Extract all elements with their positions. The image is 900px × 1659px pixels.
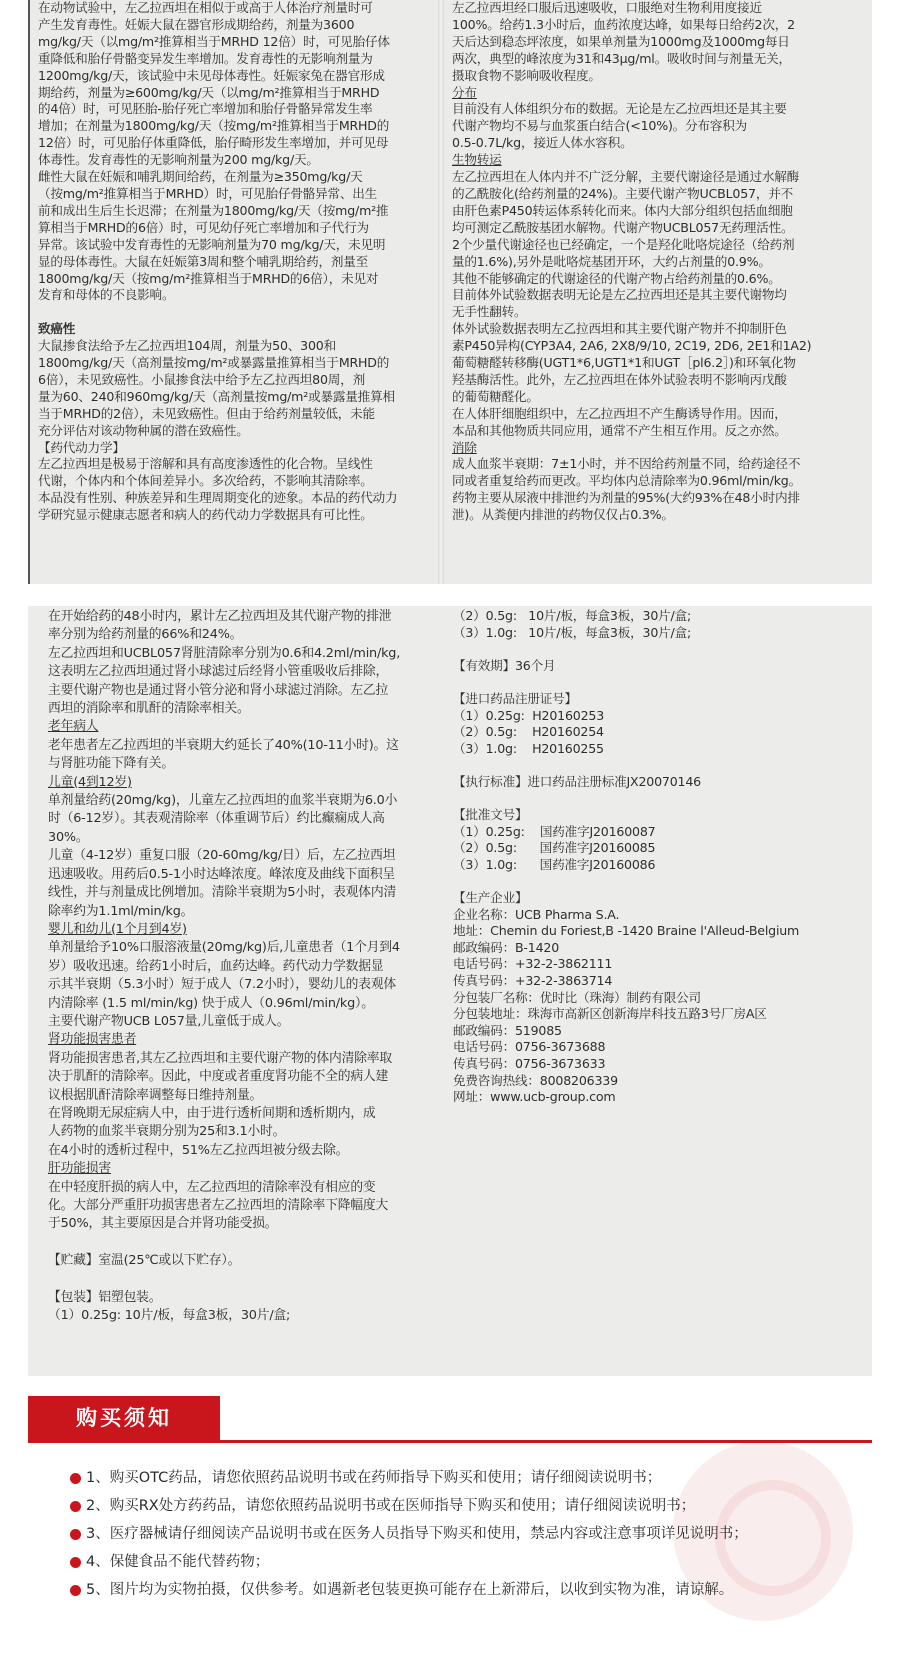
text-line: 除率约为1.1ml/min/kg。 bbox=[48, 903, 194, 919]
text-line: 企业名称：UCB Pharma S.A. bbox=[453, 906, 620, 922]
text-line bbox=[38, 304, 397, 321]
text-line: 葡萄糖醛转移酶(UGT1*6,UGT1*1和UGT［pl6.2］)和环氧化物 bbox=[452, 355, 796, 371]
section-heading: 肝功能损害 bbox=[48, 1161, 111, 1177]
text-line: 儿童（4-12岁）重复口服（20-60mg/kg/日）后，左乙拉西坦 bbox=[48, 848, 396, 864]
text-line: 老年患者左乙拉西坦的半衰期大约延长了40%(10-11小时)。这 bbox=[48, 737, 399, 753]
text-line: （3）1.0g: H20160255 bbox=[453, 740, 604, 756]
text-line: 主要代谢产物也是通过肾小管分泌和肾小球滤过消除。左乙拉 bbox=[48, 682, 389, 698]
text-line bbox=[453, 674, 799, 691]
notice-item bbox=[28, 1492, 872, 1520]
text-line: 在中轻度肝损的病人中，左乙拉西坦的清除率没有相应的变 bbox=[48, 1179, 376, 1195]
text-line: 免费咨询热线：8008206339 bbox=[453, 1072, 618, 1088]
text-line bbox=[453, 641, 799, 658]
notice-item bbox=[28, 1520, 872, 1548]
text-line: 示其半衰期（5.3小时）短于成人（7.2小时），婴幼儿的表观体 bbox=[48, 977, 397, 993]
text-line: 与肾脏功能下降有关。 bbox=[48, 756, 174, 772]
text-line: 天后达到稳态坪浓度，如果单剂量为1000mg及1000mg每日 bbox=[452, 33, 790, 49]
text-line: 显的母体毒性。大鼠在妊娠第3周和整个哺乳期给药，剂量至 bbox=[38, 253, 369, 269]
text-line: （2）0.5g: 国药准字J20160085 bbox=[453, 840, 656, 856]
text-line: 当于MRHD的2倍），未见致癌性。但由于给药剂量较低，未能 bbox=[38, 405, 375, 421]
page-fold bbox=[438, 0, 444, 584]
text-line: （1）0.25g: H20160253 bbox=[453, 707, 605, 723]
leaflet-photo-bottom bbox=[28, 606, 872, 1376]
notice-item-text: 5、图片均为实物拍摄，仅供参考。如遇新老包装更换可能存在上新滞后，以收到实物为准，请谅解。 bbox=[86, 1582, 734, 1598]
text-line: （3）1.0g: 10片/板，每盒3板，30片/盒; bbox=[453, 624, 692, 640]
section-heading: 生物转运 bbox=[452, 152, 502, 168]
text-line bbox=[453, 874, 799, 891]
text-line: （按mg/m²推算相当于MRHD）时，可见胎仔骨骼异常、出生 bbox=[38, 185, 378, 201]
text-line: 药物主要从尿液中排泄约为剂量的95%(大约93%在48小时内排 bbox=[452, 490, 800, 506]
text-line: 学研究显示健康志愿者和病人的药代动力学数据具有可比性。 bbox=[38, 507, 373, 523]
notice-item-text: 4、保健食品不能代替药物； bbox=[86, 1554, 270, 1570]
section-heading: 儿童(4到12岁) bbox=[48, 774, 132, 790]
notice-header-band bbox=[28, 1396, 872, 1443]
text-line: 摄取食物不影响吸收程度。 bbox=[452, 67, 601, 83]
text-line: 电话号码：+32-2-3862111 bbox=[453, 956, 613, 972]
text-line: 重降低和胎仔骨骼变异发生率增加。发育毒性的无影响剂量为 bbox=[38, 50, 373, 66]
section-heading: 消除 bbox=[452, 439, 477, 455]
section-heading: 致癌性 bbox=[38, 321, 76, 337]
section-heading: 分布 bbox=[452, 84, 477, 100]
text-line: （3）1.0g: 国药准字J20160086 bbox=[453, 856, 656, 872]
text-line: 在肾晚期无尿症病人中，由于进行透析间期和透析期内，成 bbox=[48, 1105, 376, 1121]
text-line: 在人体肝细胞组织中，左乙拉西坦不产生酶诱导作用。因而， bbox=[452, 405, 787, 421]
text-line: 在4小时的透析过程中，51%左乙拉西坦被分级去除。 bbox=[48, 1142, 349, 1158]
text-line: 素P450异构(CYP3A4, 2A6, 2X8/9/10, 2C19, 2D6, 2E1和1A2) bbox=[452, 338, 812, 354]
text-line: （2）0.5g: 10片/板，每盒3板，30片/盒; bbox=[453, 608, 692, 623]
text-line: 网址：www.ucb-group.com bbox=[453, 1089, 616, 1105]
text-line: 体外试验数据表明左乙拉西坦和其主要代谢产物并不抑制肝色 bbox=[452, 321, 787, 337]
bullet-icon bbox=[70, 1557, 81, 1568]
notice-item bbox=[28, 1576, 872, 1604]
bullet-icon bbox=[70, 1501, 81, 1512]
text-line: 线性，并与剂量成比例增加。清除半衰期为5小时，表观体内清 bbox=[48, 885, 397, 901]
text-line: 化。大部分严重肝功损害患者左乙拉西坦的清除率下降幅度大 bbox=[48, 1198, 389, 1213]
text-line: 1800mg/kg/天（按mg/m²推算相当于MRHD的6倍），未见对 bbox=[38, 270, 379, 286]
text-line: 6倍），未见致癌性。小鼠掺食法中给予左乙拉西坦80周，剂 bbox=[38, 371, 365, 387]
notice-item-text: 1、购买OTC药品，请您依照药品说明书或在药师指导下购买和使用；请仔细阅读说明书； bbox=[86, 1470, 662, 1486]
text-line bbox=[48, 1234, 400, 1252]
section-heading: 肾功能损害患者 bbox=[48, 1032, 137, 1048]
text-line: 地址：Chemin du Foriest,B -1420 Braine l'Alleud-Belgium bbox=[453, 923, 800, 939]
notice-item-text: 2、购买RX处方药药品，请您依照药品说明书或在医师指导下购买和使用；请仔细阅读说明书； bbox=[86, 1498, 696, 1514]
text-line: 本品和其他物质共同应用，通常不产生相互作用。反之亦然。 bbox=[452, 422, 787, 438]
text-line: （2）0.5g: H20160254 bbox=[453, 724, 604, 740]
purchase-notice bbox=[28, 1396, 872, 1659]
text-line bbox=[453, 791, 799, 808]
text-line: 目前体外试验数据表明无论是左乙拉西坦还是其主要代谢物均 bbox=[452, 287, 787, 303]
text-line: 大鼠掺食法给予左乙拉西坦104周，剂量为50、300和 bbox=[38, 338, 336, 354]
text-line: 在动物试验中，左乙拉西坦在相似于或高于人体治疗剂量时可 bbox=[38, 0, 373, 15]
text-line: 【贮藏】室温(25℃或以下贮存）。 bbox=[48, 1253, 241, 1269]
text-line: 均可测定乙酰胺基团水解物。代谢产物UCBL057无药理活性。 bbox=[452, 219, 794, 235]
text-line: 肾功能损害患者,其左乙拉西坦和主要代谢产物的体内清除率取 bbox=[48, 1050, 392, 1066]
text-line: 目前没有人体组织分布的数据。无论是左乙拉西坦还是其主要 bbox=[452, 101, 787, 117]
text-line: 的葡萄糖醛化。 bbox=[452, 388, 539, 404]
text-line: 由肝色素P450转运体系转化而来。体内大部分组织包括血细胞 bbox=[452, 202, 793, 218]
text-line: 算相当于MRHD的6倍）时，可见幼仔死亡率增加和子代行为 bbox=[38, 219, 369, 235]
text-line: 单剂量给予10%口服溶液量(20mg/kg)后,儿童患者（1个月到4 bbox=[48, 940, 400, 956]
photo-edge bbox=[28, 0, 30, 584]
text-line: 岁）吸收迅速。给药1小时后，血药达峰。药代动力学数据显 bbox=[48, 958, 384, 974]
text-line: 在开始给药的48小时内，累计左乙拉西坦及其代谢产物的排泄 bbox=[48, 609, 392, 624]
notice-item-text: 3、医疗器械请仔细阅读产品说明书或在医务人员指导下购买和使用，禁忌内容或注意事项详见说明书； bbox=[86, 1526, 748, 1542]
notice-list bbox=[28, 1464, 872, 1604]
text-line: 时（6-12岁）。其表观清除率（体重调节后）约比癫痫成人高 bbox=[48, 811, 385, 827]
text-line: 【执行标准】进口药品注册标准JX20070146 bbox=[453, 773, 701, 789]
section-heading: 老年病人 bbox=[48, 719, 99, 735]
text-line: 迅速吸收。用药后0.5-1小时达峰浓度。峰浓度及曲线下面积呈 bbox=[48, 866, 396, 882]
section-heading: 婴儿和幼儿(1个月到4岁) bbox=[48, 921, 187, 937]
text-line: 【有效期】36个月 bbox=[453, 657, 556, 673]
text-line: 左乙拉西坦在人体内并不广泛分解，主要代谢途径是通过水解酶 bbox=[452, 169, 800, 185]
text-line: 【生产企业】 bbox=[453, 890, 528, 906]
notice-item bbox=[28, 1548, 872, 1576]
text-line: 【包装】铝塑包装。 bbox=[48, 1290, 162, 1306]
text-line: 分包装地址：珠海市高新区创新海岸科技五路3号厂房A区 bbox=[453, 1006, 767, 1022]
text-line: 12倍）时，可见胎仔体重降低，胎仔畸形发生率增加，并可见母 bbox=[38, 135, 389, 151]
text-line: （1）0.25g: 10片/板，每盒3板，30片/盒; bbox=[48, 1308, 291, 1324]
text-line: 同或者重复给药而更改。平均体内总清除率为0.96ml/min/kg。 bbox=[452, 473, 801, 489]
text-line: 羟基酶活性。此外，左乙拉西坦在体外试验表明不影响丙戊酸 bbox=[452, 371, 787, 387]
bullet-icon bbox=[70, 1585, 81, 1596]
leaflet-column-right bbox=[453, 608, 799, 1106]
text-line: 单剂量给药(20mg/kg)，儿童左乙拉西坦的血浆半衰期为6.0小 bbox=[48, 793, 398, 809]
text-line: 其他不能够确定的代谢途径的代谢产物占给药剂量的0.6%。 bbox=[452, 270, 781, 286]
text-line: 【药代动力学】 bbox=[38, 439, 125, 455]
text-line: 议根据肌酐清除率调整每日维持剂量。 bbox=[48, 1087, 263, 1103]
text-line: 量为60、240和960mg/kg/天（高剂量按mg/m²或暴露量推算相 bbox=[38, 388, 395, 404]
bullet-icon bbox=[70, 1473, 81, 1484]
text-line: 增加；在剂量为1800mg/kg/天（按mg/m²推算相当于MRHD的 bbox=[38, 118, 390, 134]
text-line: 左乙拉西坦经口服后迅速吸收，口服绝对生物利用度接近 bbox=[452, 0, 762, 15]
text-line: 传真号码：+32-2-3863714 bbox=[453, 973, 613, 989]
bullet-icon bbox=[70, 1529, 81, 1540]
text-line: 内清除率 (1.5 ml/min/kg) 快于成人（0.96ml/min/kg）。 bbox=[48, 995, 374, 1011]
text-line: 传真号码：0756-3673633 bbox=[453, 1056, 606, 1072]
text-line: 30%。 bbox=[48, 829, 89, 845]
text-line: 左乙拉西坦是极易于溶解和具有高度渗透性的化合物。呈线性 bbox=[38, 456, 373, 472]
text-line: 产生发育毒性。妊娠大鼠在器官形成期给药，剂量为3600 bbox=[38, 16, 355, 32]
leaflet-column-left bbox=[48, 608, 400, 1326]
leaflet-photo-top bbox=[28, 0, 872, 584]
text-line: 的4倍）时，可见胚胎-胎仔死亡率增加和胎仔骨骼异常发生率 bbox=[38, 101, 373, 117]
text-line bbox=[48, 1271, 400, 1289]
text-line: 西坦的消除率和肌酐的清除率相关。 bbox=[48, 701, 250, 717]
text-line: 充分评估对该动物种属的潜在致癌性。 bbox=[38, 422, 249, 438]
text-line: 0.5-0.7L/kg，接近人体水容积。 bbox=[452, 135, 633, 151]
text-line: 【进口药品注册证号】 bbox=[453, 690, 577, 706]
text-line: 期给药，剂量为≥600mg/kg/天（以mg/m²推算相当于MRHD bbox=[38, 84, 380, 100]
text-line: 1200mg/kg/天，该试验中未见母体毒性。妊娠家兔在器官形成 bbox=[38, 67, 385, 83]
text-line: 邮政编码：519085 bbox=[453, 1022, 562, 1038]
text-line: 雌性大鼠在妊娠和哺乳期间给药，在剂量为≥350mg/kg/天 bbox=[38, 169, 363, 185]
text-line: 代谢，个体内和个体间差异小。多次给药，不影响其清除率。 bbox=[38, 473, 373, 489]
text-line: 【批准文号】 bbox=[453, 807, 528, 823]
text-line: 泄)。从粪便内排泄的药物仅仅占0.3%。 bbox=[452, 507, 674, 523]
text-line: 率分别为给药剂量的66%和24%。 bbox=[48, 627, 243, 643]
text-line bbox=[453, 757, 799, 774]
notice-item bbox=[28, 1464, 872, 1492]
text-line: mg/kg/天（以mg/m²推算相当于MRHD 12倍）时，可见胎仔体 bbox=[38, 33, 390, 49]
text-line: 成人血浆半衰期：7±1小时，并不因给药剂量不同，给药途径不 bbox=[452, 456, 801, 472]
text-line: 发育和母体的不良影响。 bbox=[38, 287, 175, 303]
text-line: 的乙酰胺化(给药剂量的24%)。主要代谢产物UCBL057，并不 bbox=[452, 185, 793, 201]
text-line: 邮政编码：B-1420 bbox=[453, 939, 560, 955]
text-line: 量的1.6%),另外是吡咯烷基团开环，大约占剂量的0.9%。 bbox=[452, 253, 771, 269]
text-line: 左乙拉西坦和UCBL057肾脏清除率分别为0.6和4.2ml/min/kg, bbox=[48, 645, 401, 661]
leaflet-column-right bbox=[452, 0, 811, 524]
text-line: 异常。该试验中发育毒性的无影响剂量为70 mg/kg/天，未见明 bbox=[38, 236, 386, 252]
text-line: 代谢产物均不易与血浆蛋白结合(<10%)。分布容积为 bbox=[452, 118, 748, 134]
text-line: 本品没有性别、种族差异和生理周期变化的迹象。本品的药代动力 bbox=[38, 490, 398, 506]
text-line: 体毒性。发育毒性的无影响剂量为200 mg/kg/天。 bbox=[38, 152, 319, 168]
text-line: 人药物的血浆半衰期分别为25和3.1小时。 bbox=[48, 1124, 286, 1140]
text-line: 前和成出生后生长迟滞；在剂量为1800mg/kg/天（按mg/m²推 bbox=[38, 202, 389, 218]
text-line: 电话号码：0756-3673688 bbox=[453, 1039, 606, 1055]
text-line: 两次，典型的峰浓度为31和43μg/ml。吸收时间与剂量无关， bbox=[452, 50, 791, 66]
text-line: 1800mg/kg/天（高剂量按mg/m²或暴露量推算相当于MRHD的 bbox=[38, 355, 390, 371]
notice-title: 购买须知 bbox=[28, 1396, 220, 1440]
text-line: （1）0.25g: 国药准字J20160087 bbox=[453, 823, 656, 839]
leaflet-column-left bbox=[38, 0, 397, 524]
text-line: 这表明左乙拉西坦通过肾小球滤过后经肾小管重吸收后排除， bbox=[48, 664, 389, 680]
text-line: 2个少量代谢途径也已经确定，一个是羟化吡咯烷途径（给药剂 bbox=[452, 236, 795, 252]
text-line: 无手性翻转。 bbox=[452, 304, 527, 320]
text-line: 分包装厂名称：优时比（珠海）制药有限公司 bbox=[453, 989, 701, 1005]
text-line: 100%。给药1.3小时后，血药浓度达峰，如果每日给药2次，2 bbox=[452, 16, 795, 32]
text-line: 于50%，其主要原因是合并肾功能受损。 bbox=[48, 1216, 278, 1232]
text-line: 主要代谢产物UCB L057量,儿童低于成人。 bbox=[48, 1013, 290, 1029]
text-line: 决于肌酐的清除率。因此，中度或者重度肾功能不全的病人建 bbox=[48, 1069, 389, 1085]
